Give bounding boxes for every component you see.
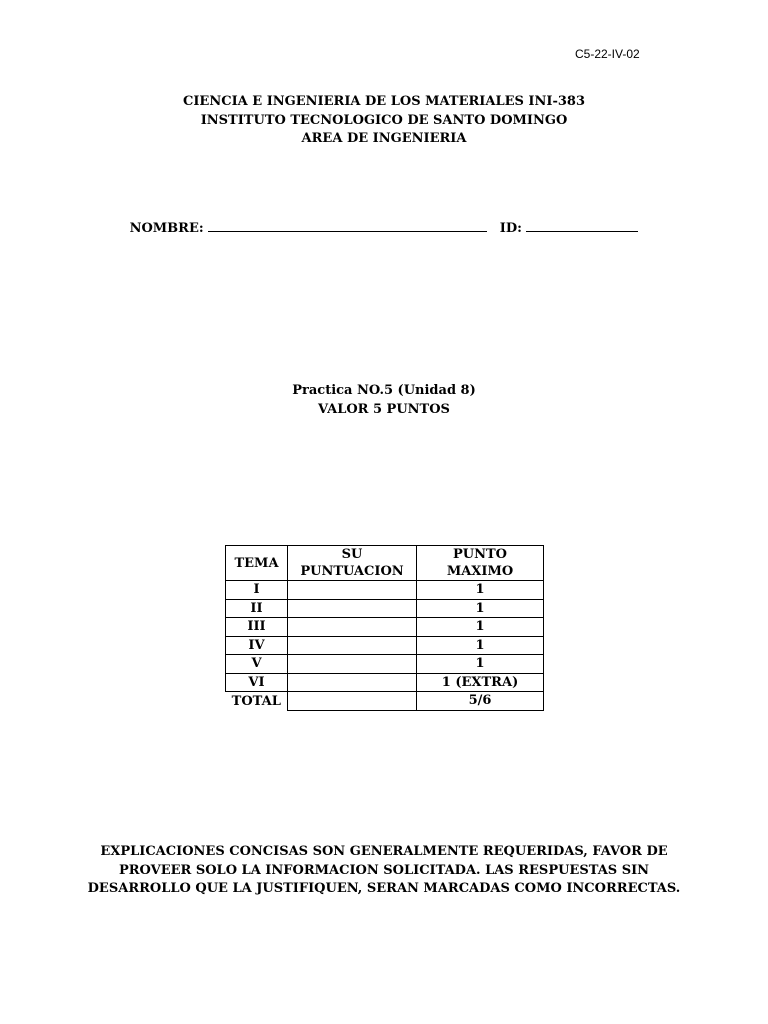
score-cell[interactable] (288, 599, 417, 618)
total-label: TOTAL (226, 692, 288, 711)
score-cell[interactable] (288, 618, 417, 637)
tema-cell: II (226, 599, 288, 618)
score-cell[interactable] (288, 636, 417, 655)
practice-title: Practica NO.5 (Unidad 8) (292, 383, 476, 398)
practice-title-block (0, 382, 768, 419)
max-cell: 1 (417, 618, 544, 637)
name-field[interactable] (208, 219, 487, 232)
table-row (226, 599, 544, 618)
id-field[interactable] (526, 219, 638, 232)
tema-cell: VI (226, 673, 288, 692)
max-cell: 1 (417, 636, 544, 655)
tema-cell: V (226, 655, 288, 674)
document-code: C5-22-IV-02 (575, 47, 640, 61)
table-row (226, 673, 544, 692)
instructions-line: DESARROLLO QUE LA JUSTIFIQUEN, SERAN MARCADAS COMO INCORRECTAS. (87, 881, 681, 896)
course-title: CIENCIA E INGENIERIA DE LOS MATERIALES INI-383 (183, 94, 585, 109)
max-cell: 1 (417, 581, 544, 600)
id-label: ID: (499, 221, 522, 236)
instructions (0, 843, 768, 899)
table-row (226, 655, 544, 674)
instructions-line: PROVEER SOLO LA INFORMACION SOLICITADA. LAS RESPUESTAS SIN (118, 862, 650, 878)
tema-cell: III (226, 618, 288, 637)
instructions-line: EXPLICACIONES CONCISAS SON GENERALMENTE REQUERIDAS, FAVOR DE (100, 844, 668, 859)
table-header-row (226, 546, 544, 581)
score-cell[interactable] (288, 673, 417, 692)
score-cell[interactable] (288, 581, 417, 600)
total-row (226, 692, 544, 711)
student-info-row (0, 219, 768, 236)
total-score-cell[interactable] (288, 692, 417, 711)
max-cell: 1 (417, 655, 544, 674)
max-cell: 1 (EXTRA) (417, 673, 544, 692)
header-max: PUNTO MAXIMO (417, 546, 544, 581)
score-table (225, 545, 544, 711)
document-header (0, 93, 768, 149)
max-cell: 1 (417, 599, 544, 618)
table-row (226, 581, 544, 600)
institution-name: INSTITUTO TECNOLOGICO DE SANTO DOMINGO (200, 112, 568, 128)
tema-cell: I (226, 581, 288, 600)
table-row (226, 636, 544, 655)
score-cell[interactable] (288, 655, 417, 674)
area-name: AREA DE INGENIERIA (301, 131, 467, 146)
total-max-cell: 5/6 (417, 692, 544, 711)
header-score: SU PUNTUACION (288, 546, 417, 581)
practice-value: VALOR 5 PUNTOS (318, 401, 450, 417)
header-tema: TEMA (226, 546, 288, 581)
tema-cell: IV (226, 636, 288, 655)
name-label: NOMBRE: (129, 221, 204, 236)
table-row (226, 618, 544, 637)
